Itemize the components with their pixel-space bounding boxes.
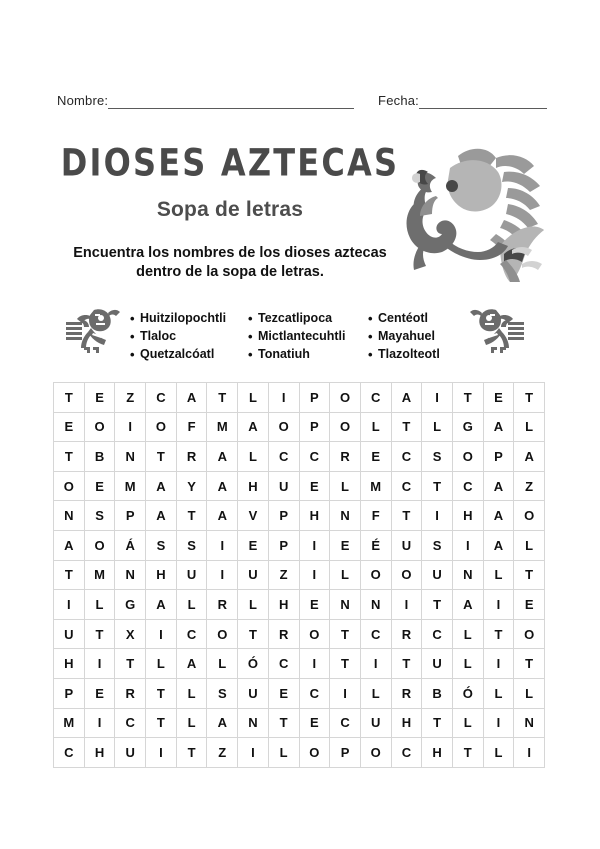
grid-cell[interactable]: L [484, 679, 514, 708]
grid-cell[interactable]: L [453, 649, 483, 678]
grid-cell[interactable]: E [238, 531, 268, 560]
grid-cell[interactable]: H [300, 501, 330, 530]
bullet-icon: • [368, 346, 373, 362]
grid-cell[interactable]: G [115, 590, 145, 619]
grid-cell[interactable]: C [115, 709, 145, 738]
grid-cell[interactable]: I [484, 709, 514, 738]
grid-cell[interactable]: O [514, 501, 544, 530]
word-list-item[interactable] [368, 327, 468, 345]
grid-cell[interactable]: H [238, 472, 268, 501]
grid-cell[interactable]: O [207, 620, 237, 649]
grid-cell[interactable]: L [514, 413, 544, 442]
grid-cell[interactable]: T [85, 620, 115, 649]
grid-cell[interactable]: T [177, 501, 207, 530]
grid-cell[interactable]: Y [177, 472, 207, 501]
bullet-icon: • [368, 328, 373, 344]
grid-cell[interactable]: C [146, 383, 176, 412]
grid-cell[interactable]: L [361, 679, 391, 708]
grid-cell[interactable]: L [207, 649, 237, 678]
word-label: Tonatiuh [258, 347, 310, 361]
grid-cell[interactable]: E [361, 442, 391, 471]
grid-cell[interactable]: I [422, 501, 452, 530]
grid-cell[interactable]: P [330, 738, 360, 767]
grid-cell[interactable]: Ó [453, 679, 483, 708]
aztec-eagle-icon [64, 304, 122, 358]
grid-cell[interactable]: T [207, 383, 237, 412]
grid-cell[interactable]: I [85, 709, 115, 738]
grid-cell[interactable]: M [85, 561, 115, 590]
name-label: Nombre: [57, 93, 109, 108]
grid-cell[interactable]: U [238, 679, 268, 708]
grid-cell[interactable]: P [115, 501, 145, 530]
grid-cell[interactable]: C [177, 620, 207, 649]
grid-cell[interactable]: P [54, 679, 84, 708]
grid-cell[interactable]: T [392, 413, 422, 442]
grid-cell[interactable]: C [392, 738, 422, 767]
grid-cell[interactable]: L [238, 590, 268, 619]
word-list-item[interactable] [368, 309, 468, 327]
grid-cell[interactable]: U [115, 738, 145, 767]
grid-cell[interactable]: H [85, 738, 115, 767]
grid-cell[interactable]: U [54, 620, 84, 649]
grid-cell[interactable]: E [484, 383, 514, 412]
grid-cell[interactable]: A [514, 442, 544, 471]
page-title: DIOSES AZTECAS [60, 140, 400, 185]
grid-cell[interactable]: T [484, 620, 514, 649]
grid-cell[interactable]: R [177, 442, 207, 471]
date-input-line[interactable] [419, 94, 547, 109]
grid-cell[interactable]: T [238, 620, 268, 649]
grid-cell[interactable]: C [269, 649, 299, 678]
word-label: Tezcatlipoca [258, 311, 333, 325]
instructions-text: Encuentra los nombres de los dioses aztecas dentro de la sopa de letras. [73, 245, 387, 280]
grid-cell[interactable]: L [177, 590, 207, 619]
bullet-icon: • [130, 310, 135, 326]
grid-cell[interactable]: U [422, 561, 452, 590]
grid-cell[interactable]: U [269, 472, 299, 501]
grid-cell[interactable]: I [238, 738, 268, 767]
grid-cell[interactable]: R [269, 620, 299, 649]
grid-cell[interactable]: C [300, 442, 330, 471]
grid-cell[interactable]: A [484, 413, 514, 442]
grid-cell[interactable]: T [177, 738, 207, 767]
grid-cell[interactable]: I [146, 738, 176, 767]
grid-cell[interactable]: H [146, 561, 176, 590]
grid-cell[interactable]: T [54, 561, 84, 590]
grid-cell[interactable]: T [146, 442, 176, 471]
page-subtitle: Sopa de letras [156, 198, 304, 221]
grid-cell[interactable]: C [361, 383, 391, 412]
grid-cell[interactable]: T [422, 472, 452, 501]
grid-cell[interactable]: Á [115, 531, 145, 560]
grid-cell[interactable]: E [85, 472, 115, 501]
grid-cell[interactable]: U [422, 649, 452, 678]
grid-cell[interactable]: T [269, 709, 299, 738]
bullet-icon: • [248, 328, 253, 344]
grid-cell[interactable]: T [54, 383, 84, 412]
grid-cell[interactable]: S [146, 531, 176, 560]
word-label: Tlaloc [140, 329, 177, 343]
grid-cell[interactable]: L [484, 561, 514, 590]
grid-cell[interactable]: N [115, 442, 145, 471]
grid-cell[interactable]: N [238, 709, 268, 738]
grid-cell[interactable]: N [115, 561, 145, 590]
grid-cell[interactable]: A [484, 501, 514, 530]
grid-cell[interactable]: I [115, 413, 145, 442]
grid-cell[interactable]: T [514, 383, 544, 412]
grid-cell[interactable]: M [115, 472, 145, 501]
grid-cell[interactable]: I [453, 531, 483, 560]
grid-cell[interactable]: I [300, 649, 330, 678]
word-label: Mayahuel [378, 329, 435, 343]
grid-cell[interactable]: R [392, 620, 422, 649]
grid-cell[interactable]: E [300, 709, 330, 738]
grid-cell[interactable]: O [330, 413, 360, 442]
grid-cell[interactable]: A [54, 531, 84, 560]
grid-cell[interactable]: E [300, 590, 330, 619]
grid-cell[interactable]: M [207, 413, 237, 442]
grid-cell[interactable]: N [330, 590, 360, 619]
grid-cell[interactable]: T [453, 738, 483, 767]
grid-cell[interactable]: N [453, 561, 483, 590]
word-label: Centéotl [378, 311, 428, 325]
grid-cell[interactable]: I [330, 679, 360, 708]
grid-cell[interactable]: N [330, 501, 360, 530]
grid-cell[interactable]: I [514, 738, 544, 767]
grid-cell[interactable]: Z [269, 561, 299, 590]
grid-cell[interactable]: C [300, 679, 330, 708]
grid-cell[interactable]: L [146, 649, 176, 678]
grid-cell[interactable]: N [54, 501, 84, 530]
grid-cell[interactable]: I [146, 620, 176, 649]
grid-cell[interactable]: T [453, 383, 483, 412]
grid-cell[interactable]: A [207, 709, 237, 738]
grid-cell[interactable]: A [484, 531, 514, 560]
grid-cell[interactable]: P [269, 531, 299, 560]
grid-cell[interactable]: I [300, 561, 330, 590]
grid-cell[interactable]: I [269, 383, 299, 412]
grid-cell[interactable]: Z [115, 383, 145, 412]
grid-cell[interactable]: C [54, 738, 84, 767]
word-label: Huitzilopochtli [140, 311, 227, 325]
grid-cell[interactable]: O [54, 472, 84, 501]
grid-cell[interactable]: L [514, 531, 544, 560]
bullet-icon: • [248, 310, 253, 326]
grid-cell[interactable]: I [392, 590, 422, 619]
grid-cell[interactable]: S [422, 442, 452, 471]
grid-cell[interactable]: O [85, 413, 115, 442]
grid-cell[interactable]: R [330, 442, 360, 471]
word-list-item[interactable] [130, 309, 248, 327]
word-label: Mictlantecuhtli [258, 329, 346, 343]
grid-cell[interactable]: T [422, 709, 452, 738]
grid-cell[interactable]: S [85, 501, 115, 530]
word-list-column-3 [368, 309, 468, 363]
grid-cell[interactable]: U [392, 531, 422, 560]
word-list-item[interactable] [130, 345, 248, 363]
word-list-column-2 [248, 309, 368, 363]
grid-cell[interactable]: I [207, 561, 237, 590]
grid-cell[interactable]: I [422, 383, 452, 412]
grid-cell[interactable]: L [330, 561, 360, 590]
grid-cell[interactable]: L [177, 709, 207, 738]
grid-cell[interactable]: E [300, 472, 330, 501]
word-list-column-1 [130, 309, 248, 363]
grid-cell[interactable]: R [392, 679, 422, 708]
grid-cell[interactable]: Ó [238, 649, 268, 678]
grid-cell[interactable]: F [361, 501, 391, 530]
grid-cell[interactable]: H [422, 738, 452, 767]
grid-cell[interactable]: P [269, 501, 299, 530]
grid-cell[interactable]: O [361, 738, 391, 767]
grid-cell[interactable]: I [300, 531, 330, 560]
bullet-icon: • [130, 328, 135, 344]
grid-cell[interactable]: L [453, 709, 483, 738]
grid-cell[interactable]: O [269, 413, 299, 442]
grid-cell[interactable]: A [484, 472, 514, 501]
grid-cell[interactable]: T [392, 501, 422, 530]
word-search-grid[interactable] [53, 382, 545, 768]
grid-cell[interactable]: A [238, 413, 268, 442]
grid-cell[interactable]: T [330, 620, 360, 649]
grid-cell[interactable]: I [484, 649, 514, 678]
grid-cell[interactable]: L [453, 620, 483, 649]
grid-cell[interactable]: E [269, 679, 299, 708]
grid-cell[interactable]: C [330, 709, 360, 738]
grid-cell[interactable]: X [115, 620, 145, 649]
word-list-item[interactable] [130, 327, 248, 345]
grid-cell[interactable]: Z [514, 472, 544, 501]
quetzalcoatl-serpent-illustration [392, 142, 548, 288]
grid-cell[interactable]: H [453, 501, 483, 530]
grid-cell[interactable]: O [146, 413, 176, 442]
grid-cell[interactable]: N [514, 709, 544, 738]
grid-cell[interactable]: T [54, 442, 84, 471]
date-label: Fecha: [378, 93, 419, 108]
bullet-icon: • [368, 310, 373, 326]
grid-cell[interactable]: T [514, 649, 544, 678]
grid-cell[interactable]: M [54, 709, 84, 738]
grid-cell[interactable]: L [85, 590, 115, 619]
grid-cell[interactable]: L [238, 383, 268, 412]
grid-cell[interactable]: L [238, 442, 268, 471]
word-list-item[interactable] [248, 309, 368, 327]
grid-cell[interactable]: E [54, 413, 84, 442]
grid-cell[interactable]: T [422, 590, 452, 619]
grid-cell[interactable]: U [238, 561, 268, 590]
grid-cell[interactable]: L [514, 679, 544, 708]
grid-cell[interactable]: E [85, 383, 115, 412]
grid-cell[interactable]: I [484, 590, 514, 619]
grid-cell[interactable]: C [361, 620, 391, 649]
grid-cell[interactable]: E [330, 531, 360, 560]
grid-cell[interactable]: T [146, 679, 176, 708]
grid-cell[interactable]: C [422, 620, 452, 649]
grid-cell[interactable]: L [422, 413, 452, 442]
grid-cell[interactable]: S [422, 531, 452, 560]
grid-cell[interactable]: L [177, 679, 207, 708]
grid-cell[interactable]: S [207, 679, 237, 708]
word-list [130, 309, 470, 363]
bullet-icon: • [248, 346, 253, 362]
student-info-line [57, 93, 547, 109]
grid-cell[interactable]: U [361, 709, 391, 738]
grid-cell[interactable]: E [514, 590, 544, 619]
grid-cell[interactable]: A [177, 383, 207, 412]
grid-cell[interactable]: T [392, 649, 422, 678]
grid-cell[interactable]: L [361, 413, 391, 442]
grid-cell[interactable]: A [146, 501, 176, 530]
grid-cell[interactable]: L [484, 738, 514, 767]
word-label: Tlazolteotl [378, 347, 440, 361]
grid-cell[interactable]: P [300, 383, 330, 412]
grid-cell[interactable]: O [453, 442, 483, 471]
grid-cell[interactable]: C [392, 472, 422, 501]
grid-cell[interactable]: A [453, 590, 483, 619]
grid-cell[interactable]: P [484, 442, 514, 471]
grid-cell[interactable]: R [115, 679, 145, 708]
grid-cell[interactable]: O [300, 620, 330, 649]
name-input-line[interactable] [108, 94, 354, 109]
grid-cell[interactable]: I [361, 649, 391, 678]
grid-cell[interactable]: G [453, 413, 483, 442]
grid-cell[interactable]: A [146, 472, 176, 501]
grid-cell[interactable]: Z [207, 738, 237, 767]
grid-cell[interactable]: A [146, 590, 176, 619]
grid-cell[interactable]: C [269, 442, 299, 471]
grid-cell[interactable]: B [422, 679, 452, 708]
grid-cell[interactable]: F [177, 413, 207, 442]
grid-cell[interactable]: I [54, 590, 84, 619]
grid-cell[interactable]: I [207, 531, 237, 560]
grid-cell[interactable]: A [207, 501, 237, 530]
grid-cell[interactable]: U [177, 561, 207, 590]
grid-cell[interactable]: R [207, 590, 237, 619]
grid-cell[interactable]: E [85, 679, 115, 708]
grid-cell[interactable]: É [361, 531, 391, 560]
grid-cell[interactable]: H [392, 709, 422, 738]
grid-cell[interactable]: A [207, 442, 237, 471]
grid-cell[interactable]: O [514, 620, 544, 649]
grid-cell[interactable]: P [300, 413, 330, 442]
word-list-item[interactable] [248, 345, 368, 363]
grid-cell[interactable]: T [514, 561, 544, 590]
word-list-item[interactable] [248, 327, 368, 345]
grid-cell[interactable]: A [207, 472, 237, 501]
aztec-eagle-mirrored-icon [468, 304, 526, 358]
grid-cell[interactable]: L [330, 472, 360, 501]
grid-cell[interactable]: S [177, 531, 207, 560]
word-list-item[interactable] [368, 345, 468, 363]
grid-cell[interactable]: C [392, 442, 422, 471]
grid-cell[interactable]: I [85, 649, 115, 678]
grid-cell[interactable]: N [361, 590, 391, 619]
grid-cell[interactable]: A [177, 649, 207, 678]
grid-cell[interactable]: A [392, 383, 422, 412]
grid-cell[interactable]: H [269, 590, 299, 619]
grid-cell[interactable]: T [115, 649, 145, 678]
grid-cell[interactable]: O [330, 383, 360, 412]
grid-cell[interactable]: M [361, 472, 391, 501]
bullet-icon: • [130, 346, 135, 362]
grid-cell[interactable]: O [392, 561, 422, 590]
grid-cell[interactable]: V [238, 501, 268, 530]
grid-cell[interactable]: C [453, 472, 483, 501]
grid-cell[interactable]: O [361, 561, 391, 590]
grid-cell[interactable]: O [85, 531, 115, 560]
grid-cell[interactable]: T [330, 649, 360, 678]
grid-cell[interactable]: O [300, 738, 330, 767]
grid-cell[interactable]: L [269, 738, 299, 767]
word-label: Quetzalcóatl [140, 347, 215, 361]
grid-cell[interactable]: H [54, 649, 84, 678]
grid-cell[interactable]: T [146, 709, 176, 738]
grid-cell[interactable]: B [85, 442, 115, 471]
